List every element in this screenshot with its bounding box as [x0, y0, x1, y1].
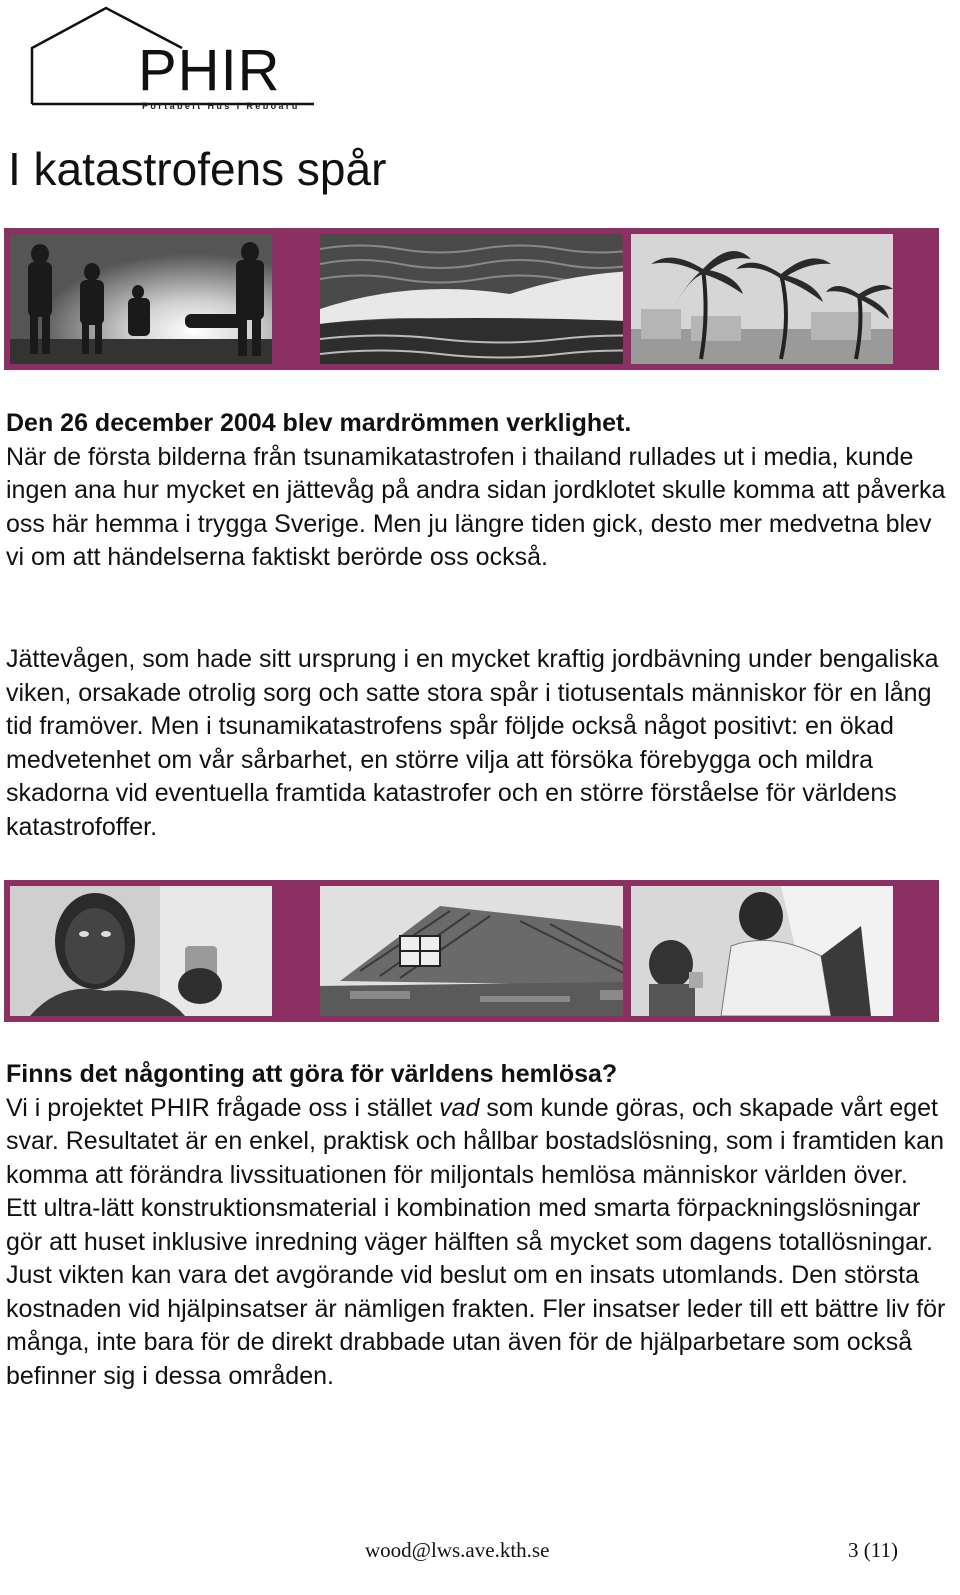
photo-strip-bottom [4, 880, 939, 1022]
tsunami-paragraph: Jättevågen, som hade sitt ursprung i en mycket kraftig jordbävning under bengaliska viken, orsakade otrolig sorg och satte stora spår i tiotusentals människor för en lång tid framöver. Men i tsunamikatastrofens spår följde också något positivt: en ökad medvetenhet om vår sårbarhet, en större vilja att försöka förebygga och mildra skadorna vid eventuella framtida katastrofer och en större förståelse för världens katastrofoffer. [6, 645, 939, 841]
footer-email: wood@lws.ave.kth.se [365, 1538, 550, 1562]
solution-paragraph-1 [6, 1092, 951, 1193]
page-title: I katastrofens spår [8, 143, 387, 195]
collapsed-house-photo [320, 886, 622, 1016]
solution-section [6, 1058, 951, 1393]
logo-tagline: Portabelt Hus I Reboard [142, 101, 300, 111]
intro-heading: Den 26 december 2004 blev mardrömmen verklighet. [6, 409, 632, 437]
people-silhouette-photo [10, 234, 312, 364]
photo-strip-top [4, 228, 939, 370]
solution-text-pre: Vi i projektet PHIR frågade oss i stället [6, 1093, 440, 1122]
solution-emphasis: vad [439, 1093, 480, 1122]
solution-heading: Finns det någonting att göra för världens hemlösa? [6, 1060, 618, 1088]
aid-worker-photo [631, 886, 933, 1016]
page-number: 3 (11) [848, 1538, 898, 1562]
ocean-wave-photo [320, 234, 622, 364]
solution-paragraph-2: Ett ultra-lätt konstruktionsmaterial i kombination med smarta förpackningslösningar gör att huset inklusive inredning väger hälften så mycket som dagens totallösningar. Just vikten kan vara det avgörande vid beslut om en insats utomlands. Den största kostnaden vid hjälpinsatser är nämligen frakten. Fler insatser leder till ett bättre liv för många, inte bara för de direkt drabbade utan även för de hjälparbetare som också befinner sig i dessa områden. [6, 1194, 946, 1390]
storm-palm-trees-photo [631, 234, 933, 364]
child-with-cup-photo [10, 886, 312, 1016]
phir-logo [14, 4, 324, 116]
intro-section [6, 407, 951, 575]
logo-wordmark: PHIR [138, 38, 281, 103]
intro-paragraph: När de första bilderna från tsunamikatastrofen i thailand rullades ut i media, kunde ingen ana hur mycket en jättevåg på andra sidan jordklotet skulle komma att påverka oss här hemma i trygga Sverige. Men ju längre tiden gick, desto mer medvetna blev vi om att händelserna faktiskt berörde oss också. [6, 442, 946, 571]
tsunami-section [6, 643, 951, 844]
solution-text-post: som kunde göras, och skapade vårt eget svar. Resultatet är en enkel, praktisk och hållbar bostadslösning, som i framtiden kan komma att förändra livssituationen för miljontals hemlösa människor världen över. [6, 1093, 944, 1189]
